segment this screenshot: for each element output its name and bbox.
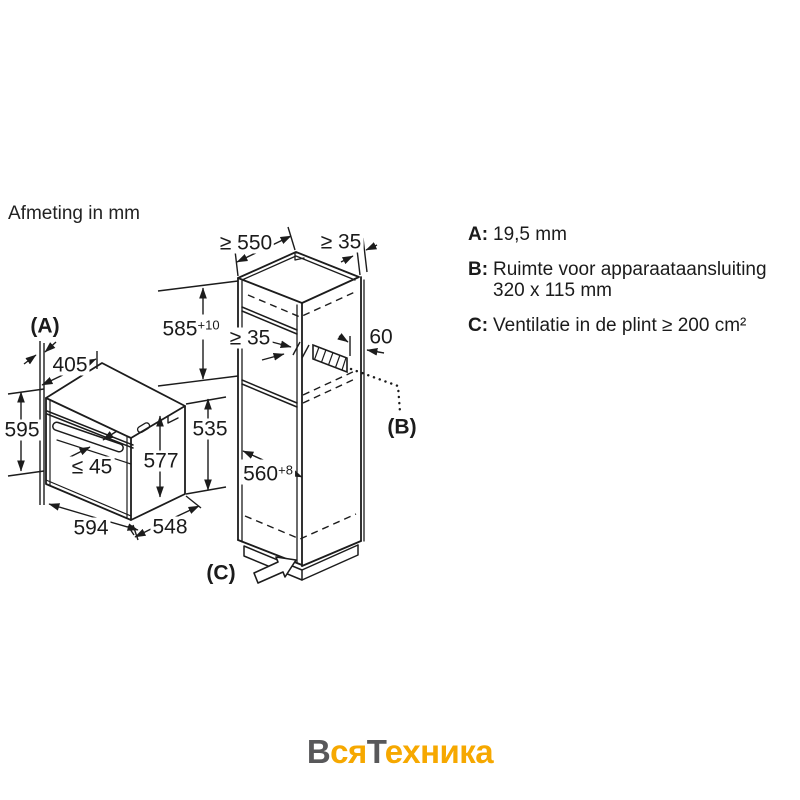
watermark-segment: Т bbox=[366, 733, 385, 770]
dim-cabinet-depth-min: ≥ 550 bbox=[219, 231, 273, 255]
legend-row-c bbox=[468, 315, 767, 336]
dim-oven-side-height: 535 bbox=[192, 417, 228, 441]
dim-oven-top-depth: 405 bbox=[52, 353, 88, 377]
legend-text-c: Ventilatie in de plint ≥ 200 cm² bbox=[493, 315, 747, 336]
marker-a-label: (A) bbox=[30, 314, 60, 338]
b-leader-dotted bbox=[351, 369, 400, 412]
dim-oven-door-height: 577 bbox=[143, 449, 179, 473]
legend-text-b-line1: Ruimte voor apparaataansluiting bbox=[493, 259, 767, 280]
dim-cabinet-top-gap: ≥ 35 bbox=[320, 230, 362, 254]
legend-text-b-line2: 320 x 115 mm bbox=[493, 280, 612, 301]
dim-connection-offset: 60 bbox=[369, 325, 393, 349]
watermark-segment: ехника bbox=[384, 733, 494, 770]
page-title: Afmeting in mm bbox=[8, 203, 140, 224]
connection-area-hatch bbox=[313, 345, 347, 372]
watermark-logo bbox=[307, 733, 493, 771]
cabinet-outline bbox=[238, 252, 364, 580]
legend-row-a bbox=[468, 224, 767, 245]
plinth-airflow-arrow-icon bbox=[254, 557, 296, 583]
dim-rail-min: ≥ 35 bbox=[229, 326, 271, 350]
dim-oven-depth: 548 bbox=[152, 515, 188, 539]
legend-key-a: A: bbox=[468, 224, 489, 245]
legend-text-a: 19,5 mm bbox=[493, 224, 567, 245]
oven-side-slot bbox=[136, 422, 150, 434]
dim-oven-handle-depth: ≤ 45 bbox=[71, 455, 113, 479]
watermark-segment: В bbox=[306, 733, 331, 770]
oven-outline bbox=[46, 363, 185, 520]
watermark-segment: ся bbox=[330, 733, 367, 770]
dim-niche-height: $585^{+10}$ bbox=[160, 315, 221, 340]
legend-row-b bbox=[468, 259, 767, 301]
legend-key-b: B: bbox=[468, 259, 489, 280]
dim-oven-height: 595 bbox=[4, 418, 40, 442]
dim-niche-width: $560^{+8}$ bbox=[241, 460, 295, 485]
niche-width-tolerance: +8 bbox=[278, 462, 293, 478]
legend bbox=[468, 224, 767, 336]
legend-key-c: C: bbox=[468, 315, 489, 336]
marker-c-label: (C) bbox=[206, 561, 236, 585]
marker-b-label: (B) bbox=[387, 415, 417, 439]
niche-height-tolerance: +10 bbox=[197, 317, 220, 333]
dim-oven-width: 594 bbox=[73, 516, 109, 540]
